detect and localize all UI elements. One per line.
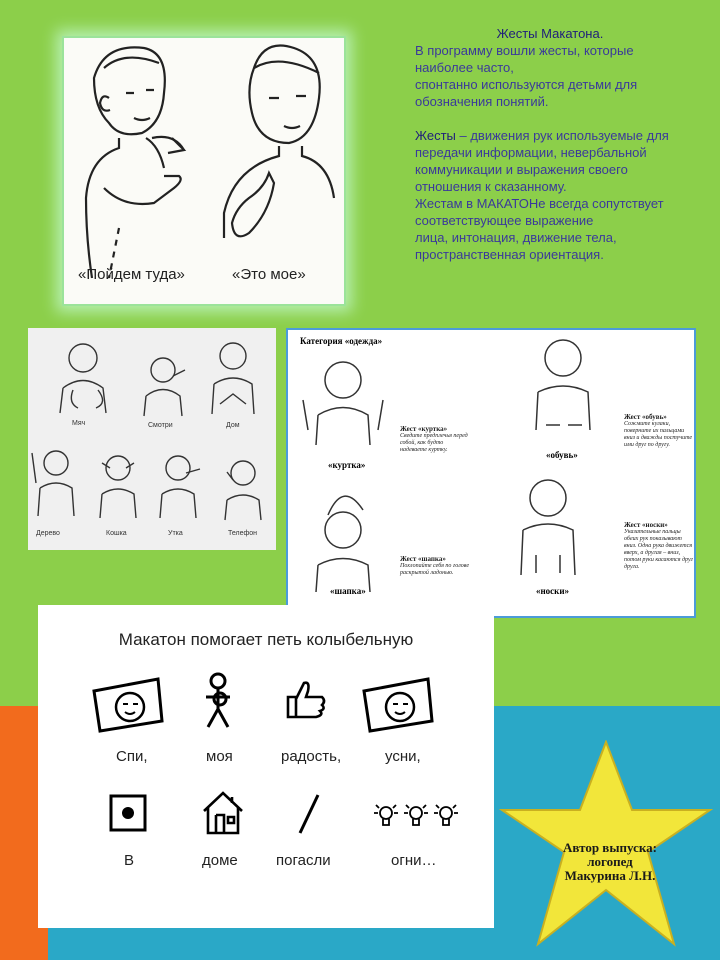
went-out-slash-icon (294, 791, 324, 837)
info-term: Жесты (415, 128, 456, 143)
gesture-figures-drawing (64, 38, 344, 304)
label-jacket: «куртка» (328, 460, 366, 470)
label-ball: Мяч (72, 420, 86, 427)
lullaby-symbols-panel (38, 605, 494, 928)
info-line-5: лица, интонация, движение тела, пространственная ориентация. (415, 230, 617, 262)
clothing-category-panel (286, 328, 696, 618)
info-line-4: Жестам в МАКАТОНе всегда сопутствует соответствующее выражение (415, 196, 664, 228)
word-fall-asleep: усни, (385, 748, 421, 765)
clothing-gestures-drawing (288, 330, 694, 616)
info-line-2: спонтанно используются детьми для обозначения понятий. (415, 77, 638, 109)
lights-icon (372, 801, 460, 833)
label-house: Дом (226, 422, 240, 429)
desc-shoes: Жест «обувь» Сожмите кулаки, повернитe их пальцами вниз и дважды постучите ими друг по другу. (624, 413, 693, 448)
gestures-grid-drawing (28, 328, 276, 550)
info-line-3: – движения рук используемые для передачи информации, невербальной коммуникации и выражения своего отношения к сказанному. (415, 128, 669, 194)
label-look: Смотри (148, 422, 173, 429)
label-cat: Кошка (106, 530, 127, 537)
house-icon (200, 789, 246, 837)
my-person-icon (198, 671, 238, 731)
author-text (540, 841, 680, 883)
category-heading: Категория «одежда» (300, 336, 383, 346)
caption-this-is-mine: «Это мое» (232, 266, 306, 283)
label-socks: «носки» (536, 586, 570, 596)
label-tree: Дерево (36, 530, 60, 537)
joy-thumbs-icon (284, 679, 328, 721)
makaton-info-text (415, 25, 685, 263)
info-line-1: В программу вошли жесты, которые наиболее часто, (415, 43, 634, 75)
author-line-1: Автор выпуска: (563, 840, 657, 855)
caption-go-there: «Пойдем туда» (78, 266, 185, 283)
desc-hat: Жест «шапка» Похлопайте себя по голове раскрытой ладонью. (400, 555, 470, 576)
word-went-out: погасли (276, 852, 331, 869)
label-shoes: «обувь» (546, 450, 578, 460)
word-in: В (124, 852, 135, 869)
word-joy: радость, (281, 748, 342, 765)
label-duck: Утка (168, 530, 183, 537)
in-box-icon (108, 793, 148, 833)
author-line-2: логопед (587, 854, 633, 869)
word-house: доме (202, 852, 238, 869)
desc-jacket: Жест «куртка» Сведите предплечья перед собой, как будто надеваете куртку. (400, 425, 468, 453)
fall-asleep-icon (360, 675, 436, 735)
author-line-3: Макурина Л.Н. (564, 868, 656, 883)
label-phone: Телефон (228, 530, 258, 537)
info-title: Жесты Макатона. (496, 26, 604, 41)
desc-socks: Жест «носки» Указательные пальцы обеих рук показывают вниз. Одна рука движется вверх, а другая – вниз, потом руки касаются друг друга. (624, 521, 693, 570)
word-my: моя (206, 748, 233, 765)
gestures-grid-panel (28, 328, 276, 550)
label-hat: «шапка» (330, 586, 366, 596)
lullaby-title: Макатон помогает петь колыбельную (118, 630, 414, 649)
illustration-gestures-panel (62, 36, 346, 306)
word-sleep: Спи, (116, 748, 148, 765)
sleep-icon (90, 675, 166, 735)
word-lights: огни… (391, 852, 437, 869)
